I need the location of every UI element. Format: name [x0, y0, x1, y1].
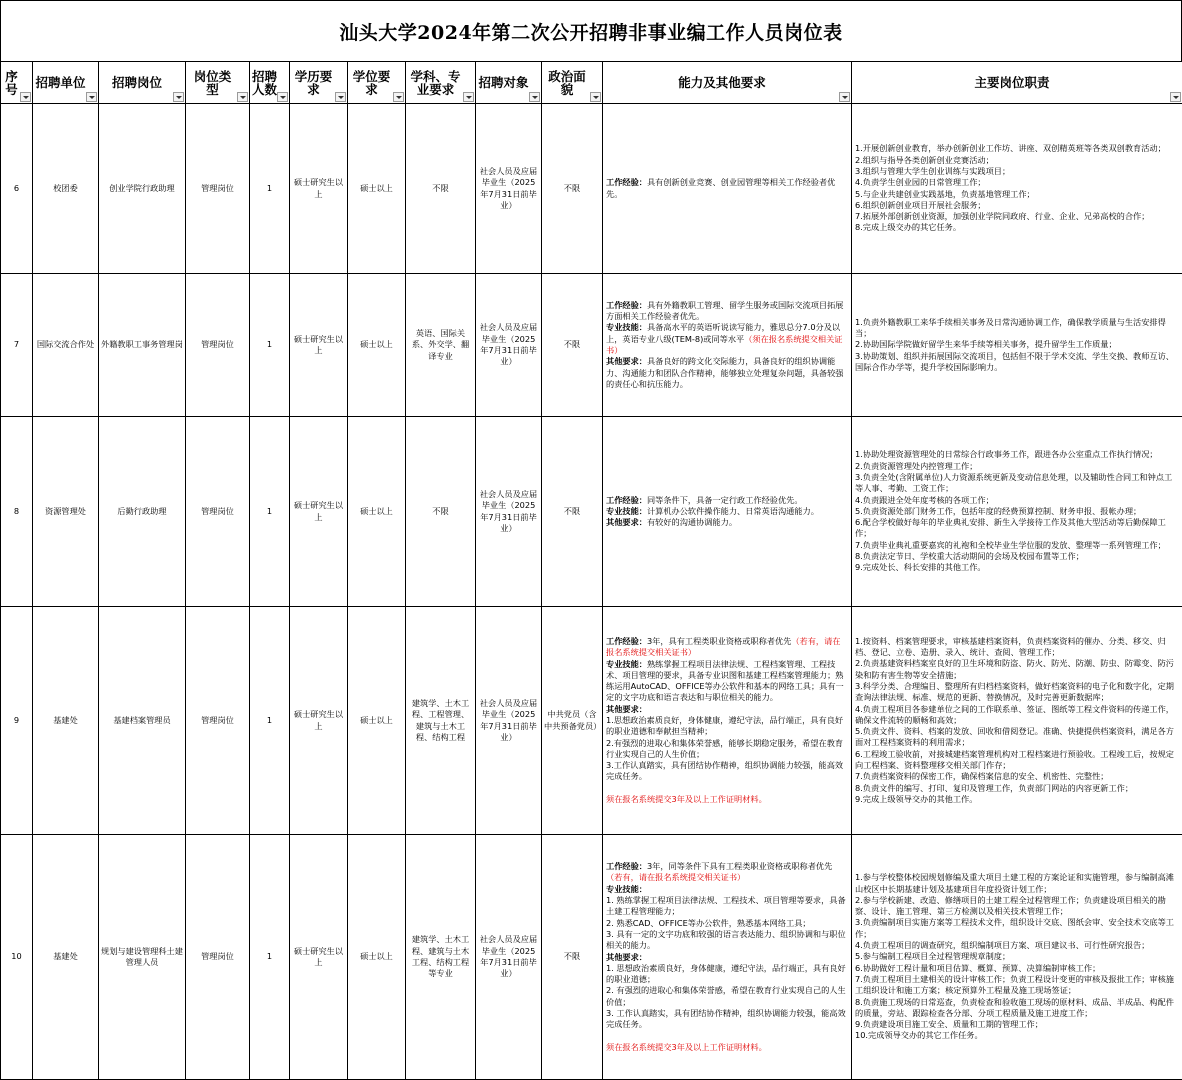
cell-count: 1: [250, 274, 290, 417]
cell-post: 后勤行政助理: [99, 417, 186, 607]
col-header-target: 招聘对象: [476, 62, 542, 104]
filter-dropdown-icon[interactable]: [839, 92, 850, 102]
filter-dropdown-icon[interactable]: [335, 92, 346, 102]
cell-post: 规划与建设管理科土建管理人员: [99, 835, 186, 1080]
cell-degree: 硕士以上: [348, 835, 406, 1080]
filter-dropdown-icon[interactable]: [393, 92, 404, 102]
cell-edu: 硕士研究生以上: [290, 274, 348, 417]
filter-dropdown-icon[interactable]: [86, 92, 97, 102]
table-title: 汕头大学2024年第二次公开招聘非事业编工作人员岗位表: [0, 0, 1182, 61]
cell-type: 管理岗位: [186, 607, 250, 835]
cell-unit: 资源管理处: [33, 417, 99, 607]
col-header-unit: 招聘单位: [33, 62, 99, 104]
cell-post: 基建档案管理员: [99, 607, 186, 835]
cell-degree: 硕士以上: [348, 607, 406, 835]
cell-target: 社会人员及应届毕业生（2025年7月31日前毕业）: [476, 607, 542, 835]
cell-target: 社会人员及应届毕业生（2025年7月31日前毕业）: [476, 274, 542, 417]
cell-politics: 不限: [542, 104, 603, 274]
cell-count: 1: [250, 607, 290, 835]
cell-count: 1: [250, 104, 290, 274]
col-header-politics: 政治面貌: [542, 62, 603, 104]
col-header-duty: 主要岗位职责: [852, 62, 1182, 104]
cell-post: 创业学院行政助理: [99, 104, 186, 274]
filter-dropdown-icon[interactable]: [463, 92, 474, 102]
cell-type: 管理岗位: [186, 274, 250, 417]
col-header-count: 招聘人数: [250, 62, 290, 104]
table-row: [1, 835, 1182, 1080]
cell-unit: 国际交流合作处: [33, 274, 99, 417]
cell-edu: 硕士研究生以上: [290, 104, 348, 274]
cell-seq: 9: [1, 607, 33, 835]
table-row: [1, 104, 1182, 274]
cell-ability: 工作经验：同等条件下，具备一定行政工作经验优先。 专业技能：计算机办公软件操作能力、日常英语沟通能力。 其他要求：有较好的沟通协调能力。: [603, 417, 852, 607]
col-header-post: 招聘岗位: [99, 62, 186, 104]
cell-seq: 7: [1, 274, 33, 417]
filter-dropdown-icon[interactable]: [173, 92, 184, 102]
cell-count: 1: [250, 417, 290, 607]
cell-seq: 6: [1, 104, 33, 274]
filter-dropdown-icon[interactable]: [590, 92, 601, 102]
cell-unit: 校团委: [33, 104, 99, 274]
cell-duty: 1.开展创新创业教育，举办创新创业工作坊、讲座、双创精英班等各类双创教育活动； 2.组织与指导各类创新创业竞赛活动； 3.组织与管理大学生创业训练与实践项目； 4.负责学生创业园的日常管理工作； 5.与企业共建创业实践基地，负责基地管理工作； 6.组织创新创业项目开展社会服务； 7.拓展外部创新创业资源，加强创业学院同政府、行业、企业、兄弟高校的合作； 8.完成上级交办的其它任务。: [852, 104, 1182, 274]
cell-post: 外籍教职工事务管理岗: [99, 274, 186, 417]
cell-edu: 硕士研究生以上: [290, 835, 348, 1080]
cell-target: 社会人员及应届毕业生（2025年7月31日前毕业）: [476, 417, 542, 607]
cell-edu: 硕士研究生以上: [290, 607, 348, 835]
col-header-major: 学科、专业要求: [406, 62, 476, 104]
cell-duty: 1.协助处理资源管理处的日常综合行政事务工作，跟进各办公室重点工作执行情况； 2.负责资源管理处内控管理工作； 3.负责全处(含附属单位)人力资源系统更新及变动信息处理，以及辅助性合同工和钟点工等人事、考勤、工资工作； 4.负责跟进全处年度考核的各项工作； 5.负责资源处部门财务工作，包括年度的经费预算控制、财务申报、报帐办理； 6.配合学校做好每年的毕业典礼安排、新生入学接待工作及其他大型活动等后勤保障工作； 7.负责毕业典礼重要嘉宾的礼袍和全校毕业生学位服的发放、整理等一系列管理工作； 8.负责法定节日、学校重大活动期间的会场及校园布置等工作； 9.完成处长、科长安排的其他工作。: [852, 417, 1182, 607]
table-row: [1, 607, 1182, 835]
col-header-degree: 学位要求: [348, 62, 406, 104]
cell-edu: 硕士研究生以上: [290, 417, 348, 607]
cell-count: 1: [250, 835, 290, 1080]
cell-duty: 1.按资料、档案管理要求，审核基建档案资料，负责档案资料的催办、分类、移交、归档、登记、立卷、造册、录入、统计、查阅、管理工作； 2.负责基建资料档案室良好的卫生环境和防盗、防火、防光、防潮、防虫、防霉变、防污染和防有害生物等安全措施； 3.科学分类、合理编目、整理所有归档档案资料，做好档案资料的电子化和数字化，定期查询法律法规、标准、规范的更新、替换情况，及时完善更新数据库； 4.负责工程项目各参建单位之间的工作联系单、签证、图纸等工程文件资料的传递工作，确保文件流转的顺畅和高效； 5.负责文件、资料、档案的发放、回收和借阅登记。准确、快捷提供档案资料，满足各方面对工程档案资料的利用需求； 6.工程竣工验收前，对接城建档案管理机构对工程档案进行预验收。工程竣工后，按规定向工程档案、资料整理移交相关部门作存； 7.负责档案资料的保密工作，确保档案信息的安全、机密性、完整性； 8.负责文件的编写、打印、复印及管理工作，负责部门网站的内容更新工作； 9.完成上级领导交办的其他工作。: [852, 607, 1182, 835]
col-header-edu: 学历要求: [290, 62, 348, 104]
cell-politics: 不限: [542, 274, 603, 417]
positions-table: [0, 61, 1182, 1080]
cell-ability: 工作经验：3年，同等条件下具有工程类职业资格或职称者优先（若有，请在报名系统提交相关证书） 专业技能： 1. 熟练掌握工程项目法律法规、工程技术、项目管理等要求，具备土建工程管理能力； 2. 熟悉CAD、OFFICE等办公软件，熟悉基本网络工具； 3. 具有一定的文字功底和较强的语言表达能力、组织协调和与职位相关的能力。 其他要求： 1. 思想政治素质良好，身体健康，遵纪守法，品行端正，具有良好的职业道德； 2. 有强烈的进取心和集体荣誉感，希望在教育行业实现自己的人生价值； 3. 工作认真踏实，具有团结协作精神，组织协调能力较强，能高效完成任务。 须在报名系统提交3年及以上工作证明材料。: [603, 835, 852, 1080]
filter-dropdown-icon[interactable]: [20, 92, 31, 102]
cell-type: 管理岗位: [186, 835, 250, 1080]
cell-target: 社会人员及应届毕业生（2025年7月31日前毕业）: [476, 104, 542, 274]
filter-dropdown-icon[interactable]: [237, 92, 248, 102]
cell-unit: 基建处: [33, 835, 99, 1080]
cell-target: 社会人员及应届毕业生（2025年7月31日前毕业）: [476, 835, 542, 1080]
filter-dropdown-icon[interactable]: [277, 92, 288, 102]
cell-type: 管理岗位: [186, 417, 250, 607]
cell-degree: 硕士以上: [348, 417, 406, 607]
col-header-seq: 序号: [1, 62, 33, 104]
cell-politics: 不限: [542, 835, 603, 1080]
cell-seq: 8: [1, 417, 33, 607]
cell-major: 建筑学、土木工程、建筑与土木工程、结构工程等专业: [406, 835, 476, 1080]
cell-ability: 工作经验：3年，具有工程类职业资格或职称者优先（若有，请在报名系统提交相关证书） 专业技能：熟练掌握工程项目法律法规、工程档案管理、工程技术、项目管理的要求，具备专业识图和基建工程档案管理能力；熟练运用AutoCAD、OFFICE等办公软件和基本的网络工具；具有一定的文字功底和语言表达和与职位相关的能力。 其他要求： 1.思想政治素质良好，身体健康，遵纪守法，品行端正，具有良好的职业道德和奉献担当精神； 2.有强烈的进取心和集体荣誉感，能够长期稳定服务，希望在教育行业实现自己的人生价值； 3.工作认真踏实，具有团结协作精神，组织协调能力较强，能高效完成任务。 须在报名系统提交3年及以上工作证明材料。: [603, 607, 852, 835]
cell-politics: 中共党员（含中共预备党员）: [542, 607, 603, 835]
cell-type: 管理岗位: [186, 104, 250, 274]
col-header-type: 岗位类型: [186, 62, 250, 104]
filter-dropdown-icon[interactable]: [1170, 92, 1181, 102]
filter-dropdown-icon[interactable]: [529, 92, 540, 102]
cell-degree: 硕士以上: [348, 104, 406, 274]
col-header-ability: 能力及其他要求: [603, 62, 852, 104]
cell-ability: 工作经验：具有创新创业竞赛、创业园管理等相关工作经验者优先。: [603, 104, 852, 274]
cell-degree: 硕士以上: [348, 274, 406, 417]
cell-duty: 1.负责外籍教职工来华手续相关事务及日常沟通协调工作，确保教学质量与生活安排得当； 2.协助国际学院做好留学生来华手续等相关事务，提升留学生工作质量； 3.协助策划、组织并拓展国际交流项目，包括但不限于学术交流、学生交换、教师互访、国际合作办学等，提升学校国际影响力。: [852, 274, 1182, 417]
cell-unit: 基建处: [33, 607, 99, 835]
cell-duty: 1.参与学校整体校园规划修编及重大项目土建工程的方案论证和实施管理，参与编制高滩山校区中长期基建计划及基建项目年度投资计划工作； 2.参与学校新建、改造、修缮项目的土建工程全过程管理工作；负责建设项目相关的勘察、设计、施工管理、第三方检测以及相关技术管理工作； 3.负责编制项目实施方案等工程技术文件，组织设计交底、图纸会审、安全技术交底等工作； 4.负责工程项目的调查研究，组织编制项目方案、项目建议书、可行性研究报告； 5.参与编制工程项目全过程管理规章制度； 6.协助做好工程计量和项目估算、概算、预算、决算编制审核工作； 7.负责工程项目土建相关的设计审核工作；负责工程设计变更的审核及报批工作；审核施工组织设计和施工方案；核定预算外工程量及施工现场签证； 8.负责施工现场的日常巡查，负责检查和验收施工现场的原材料、成品、半成品、构配件的质量，旁站、跟踪检查各分部、分项工程质量及施工进度工作； 9.负责建设项目施工安全、质量和工期的管理工作； 10.完成领导交办的其它工作任务。: [852, 835, 1182, 1080]
cell-major: 不限: [406, 104, 476, 274]
cell-major: 建筑学、土木工程、工程管理、建筑与土木工程、结构工程: [406, 607, 476, 835]
header-row: [1, 62, 1182, 104]
cell-major: 英语、国际关系、外交学、翻译专业: [406, 274, 476, 417]
cell-seq: 10: [1, 835, 33, 1080]
table-row: [1, 274, 1182, 417]
cell-major: 不限: [406, 417, 476, 607]
cell-ability: 工作经验：具有外籍教职工管理、留学生服务或国际交流项目拓展方面相关工作经验者优先。 专业技能：具备高水平的英语听说读写能力，雅思总分7.0分及以上，英语专业八级(TEM-8)或同等水平（须在报名系统提交相关证书） 其他要求：具备良好的跨文化交际能力，具备良好的组织协调能力、沟通能力和团队合作精神，能够独立处理复杂问题，具备较强的责任心和抗压能力。: [603, 274, 852, 417]
cell-politics: 不限: [542, 417, 603, 607]
table-row: [1, 417, 1182, 607]
